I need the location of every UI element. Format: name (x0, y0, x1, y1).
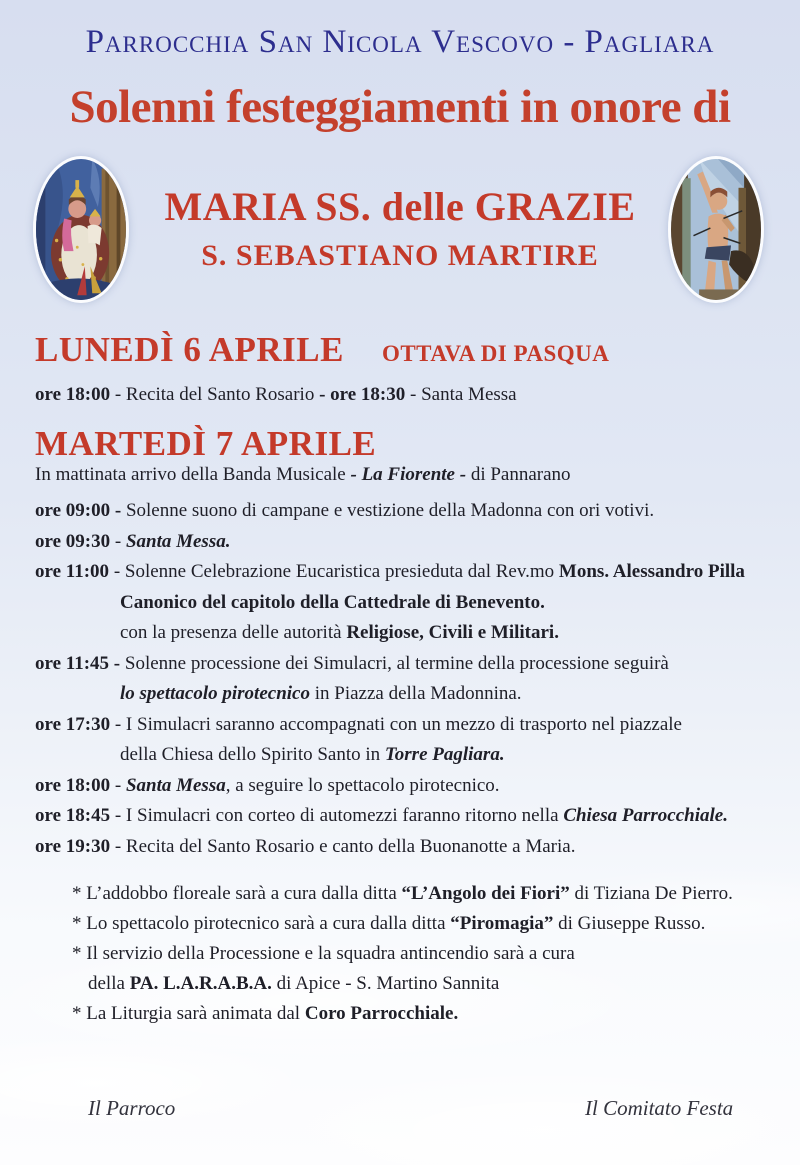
footnote-fireworks: * Lo spettacolo pirotecnico sarà a cura dalla ditta “Piromagia” di Giuseppe Russo. (72, 913, 706, 934)
monday-schedule-line: ore 18:00 - Recita del Santo Rosario - ore 18:30 - Santa Messa (35, 384, 517, 405)
schedule-line-1800: ore 18:00 - Santa Messa, a seguire lo spettacolo pirotecnico. (35, 774, 500, 796)
schedule-line-1930: ore 19:30 - Recita del Santo Rosario e canto della Buonanotte a Maria. (35, 835, 576, 857)
honoree-titles (135, 183, 665, 273)
schedule-line-1730: ore 17:30 - I Simulacri saranno accompagnati con un mezzo di trasporto nel piazzale (35, 713, 682, 735)
tuesday-heading: MARTEDÌ 7 APRILE (35, 424, 377, 463)
schedule-line-1100-cont-2: con la presenza delle autorità Religiose, Civili e Militari. (120, 622, 559, 643)
tuesday-schedule (35, 496, 785, 862)
schedule-line-0930: ore 09:30 - Santa Messa. (35, 530, 231, 552)
schedule-line-1145: ore 11:45 - Solenne processione dei Simulacri, al termine della processione seguirà (35, 652, 669, 674)
monday-subheading: OTTAVA DI PASQUA (381, 341, 610, 366)
schedule-line-1730-cont: della Chiesa dello Spirito Santo in Torre Pagliara. (120, 744, 505, 765)
schedule-line-1145-cont: lo spettacolo pirotecnico in Piazza della Madonnina. (120, 683, 522, 704)
san-sebastiano-photo (668, 156, 764, 303)
signature-parroco: Il Parroco (88, 1096, 176, 1120)
schedule-line-1100: ore 11:00 - Solenne Celebrazione Eucaristica presieduta dal Rev.mo Mons. Alessandro Pilla (35, 561, 745, 582)
footnote-floral: * L’addobbo floreale sarà a cura dalla ditta “L’Angolo dei Fiori” di Tiziana De Pierro. (72, 883, 733, 904)
madonna-delle-grazie-photo (33, 156, 129, 303)
poster-headline: Solenni festeggiamenti in onore di (69, 81, 731, 133)
madonna-photo-illustration (36, 159, 126, 300)
tuesday-intro-line: In mattinata arrivo della Banda Musicale - La Fiorente - di Pannarano (35, 464, 571, 485)
honoree-title-maria: MARIA SS. delle GRAZIE (164, 184, 636, 229)
schedule-line-0900: ore 09:00 - Solenne suono di campane e vestizione della Madonna con ori votivi. (35, 500, 655, 521)
tuesday-heading-row (35, 424, 376, 464)
schedule-line-1100-cont-1: Canonico del capitolo della Cattedrale di Benevento. (120, 591, 545, 613)
san-sebastiano-photo-illustration (671, 159, 761, 300)
monday-heading: LUNEDÌ 6 APRILE (35, 330, 344, 369)
footnotes (72, 879, 770, 1029)
signature-comitato: Il Comitato Festa (585, 1096, 734, 1120)
footnote-procession: * Il servizio della Processione e la squadra antincendio sarà a cura (72, 943, 575, 964)
monday-heading-row (35, 330, 609, 370)
schedule-line-1845: ore 18:45 - I Simulacri con corteo di automezzi faranno ritorno nella Chiesa Parrocchiale. (35, 805, 728, 826)
signatures-row (0, 1096, 800, 1126)
footnote-procession-cont: della PA. L.A.R.A.B.A. di Apice - S. Martino Sannita (88, 973, 500, 994)
footnote-liturgy: * La Liturgia sarà animata dal Coro Parrocchiale. (72, 1003, 459, 1024)
honoree-title-sebastiano: S. SEBASTIANO MARTIRE (201, 239, 599, 272)
parish-title: Parrocchia San Nicola Vescovo - Pagliara (85, 24, 715, 60)
